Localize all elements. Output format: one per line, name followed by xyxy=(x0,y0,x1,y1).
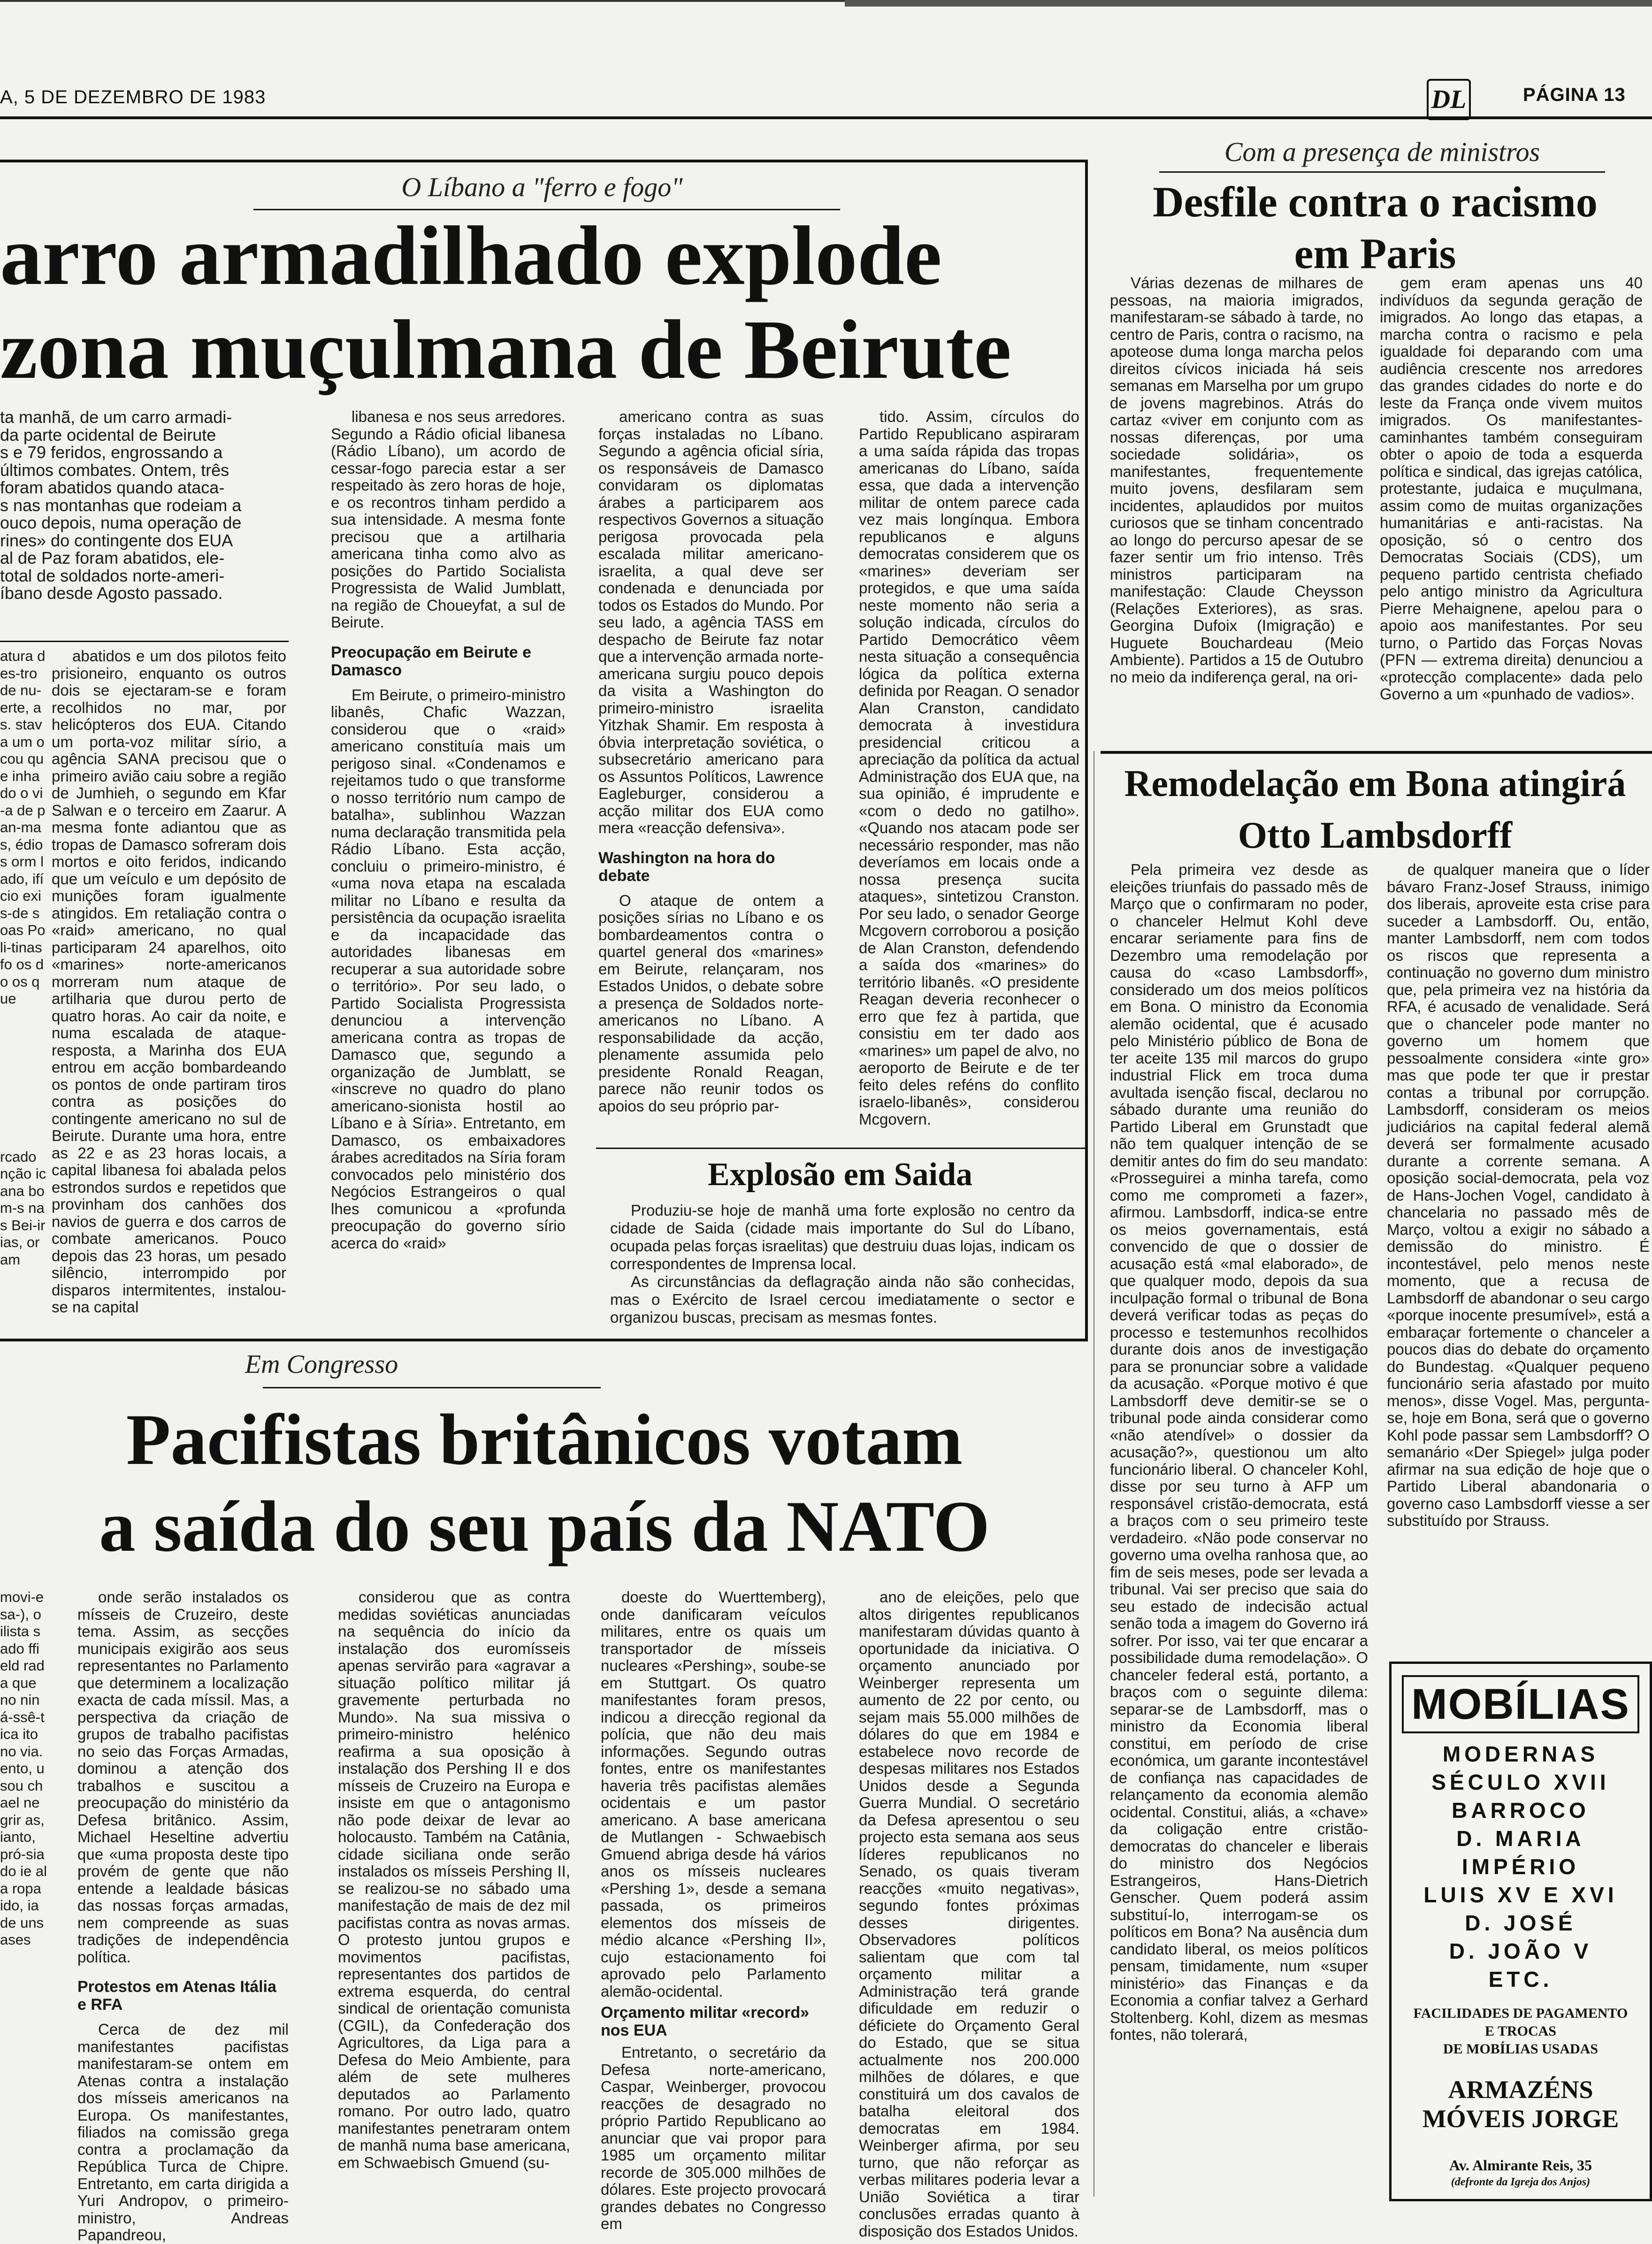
paris-kicker: Com a presença de ministros xyxy=(1224,137,1540,167)
bona-headline-1: Remodelação em Bona atingirá xyxy=(1124,763,1626,804)
lead-line: s e 79 feridos, engrossando a xyxy=(0,443,223,462)
subhead-washington: Washington na hora do debate xyxy=(598,849,775,885)
saida-rule xyxy=(596,1148,1086,1149)
libano-col4: americano contra as suas forças instaladas no Líbano. Segundo a agência oficial síria, os responsáveis de Damasco convidaram os diplomatas árabes a participarem aos respectivos Governos a situação perigosa provocada pela escalada militar americano-israelita, a qual deve ser condenada e denunciada por todos os Estados do Mundo. Por seu lado, a agência TASS em despacho de Beirute faz notar que a intervenção armada norte-americana surgiu pouco depois da visita a Washington do primeiro-ministro israelita Yitzhak Shamir. Em resposta à óbvia interpretação soviética, o subsecretário americano para os Assuntos Políticos, Lawrence Eagleburger, considerou a acção militar dos EUA como mera «reacção defensiva». Washington na hora do debate O ataque de ontem a posições sírias no Líbano e os bombardeamentos contra o quartel general dos «marines» em Beirute, relançaram, nos Estados Unidos, o debate sobre a presença de Soldados norte-americanos no Líbano. A responsabilidade da acção, plenamente assumida pelo presidente Ronald Reagan, parece não reunir todos os apoios do seu próprio par- xyxy=(598,408,824,1115)
top-edge-dark xyxy=(845,0,1652,7)
paris-kicker-underline xyxy=(1159,171,1605,173)
lead-line: ouco depois, numa operação de xyxy=(0,513,242,532)
nato-kicker: Em Congresso xyxy=(245,1350,398,1379)
libano-col1-fragments: atura des-tro de nu-erte, as. stava um ocou que inha do o vi-a de pan-mas, édios orm lado, ifício exis-de soas Poli-tinas fo os do os que rcado nção icana bom-s nas Bei-irias, oram xyxy=(0,648,46,1268)
libano-box-top xyxy=(0,160,1086,162)
subhead-orcamento: Orçamento militar «record» nos EUA xyxy=(601,2004,810,2039)
nato-headline-2: a saída do seu país da NATO xyxy=(99,1486,990,1567)
subhead-atenas: Protestos em Atenas Itália e RFA xyxy=(77,1978,276,2014)
lead-line: da parte ocidental de Beirute xyxy=(0,425,216,444)
header-rule xyxy=(0,116,1652,119)
paris-headline-2: em Paris xyxy=(1294,230,1456,277)
bona-rule xyxy=(1101,751,1652,754)
ad-title: MOBÍLIAS xyxy=(1402,1675,1639,1733)
lead-rule xyxy=(0,641,289,642)
ad-style-list: MODERNAS SÉCULO XVII BARROCO D. MARIA IMPÉRIO LUIS XV E XVI D. JOSÉ D. JOÃO V ETC. xyxy=(1423,1742,1618,1991)
issue-date: A, 5 DE DEZEMBRO DE 1983 xyxy=(0,87,266,107)
bona-col-a: Pela primeira vez desde as eleições triunfais do passado mês de Março que o confirmaram no poder, o chanceler Helmut Kohl deve encarar seriamente para fins de Dezembro uma remodelação por causa do «caso Lambsdorff», considerado um dos meios políticos em Bona. O ministro da Economia alemão ocidental, que é acusado pelo Ministério público de Bona de ter aceite 135 mil marcos do grupo industrial Flick em troca duma avultada isenção fiscal, declarou no sábado durante uma reunião do Partido Liberal em Grunstadt que não tem qualquer intenção de se demitir antes do fim do seu mandato: «Prosseguirei a minha tarefa, como como me comprometi a fazer», afirmou. Lambsdorff, indica-se entre os meios governamentais, está convencido de que o dossier de acusação está «mal elaborado», de que qualquer modo, depois da sua inculpação formal o tribunal de Bona deverá verificar todas as peças do processo e testemunhos recolhidos durante dois anos de investigação para se pronunciar sobre a validade da acusação. «Porque motivo é que Lambsdorff deve demitir-se se o tribunal pode ainda considerar como «não atendível» o dossier da acusação?», questionou um alto funcionário liberal. O chanceler Kohl, disse por seu turno à AFP um responsável cristão-democrata, está a braços com o seu primeiro teste verdadeiro. «Não pode conservar no governo uma ovelha ranhosa que, ao fim de seis meses, pode ser levada a tribunal. Vai ser preciso que saia do seu estado de indecisão actual senão toda a imagem do Governo irá sofrer. Por isso, vai ter que encarar a possibilidade duma remodelação». O chanceler federal está, portanto, a braços com o seguinte dilema: separar-se de Lambsdorff, mas o ministro da Economia liberal constitui, em período de crise económica, um garante incontestável de confiança nas capacidades de relançamento da economia alemão ocidental. Constitui, aliás, a «chave» da coligação entre cristão-democratas do chanceler e liberais do ministro dos Negócios Estrangeiros, Hans-Dietrich Genscher. Quem poderá assim substituí-lo, interrogam-se os políticos em Bona? Na ausência dum candidato liberal, os meios políticos pensam, timidamente, num «super ministério» das Finanças e da Economia a confiar talvez a Gerhard Stoltenberg. Kohl, dizem as mesmas fontes, não tolerará, xyxy=(1110,861,1368,2043)
bona-headline-2: Otto Lambsdorff xyxy=(1238,815,1513,856)
nato-headline-1: Pacifistas britânicos votam xyxy=(126,1399,963,1480)
lead-line: ta manhã, de um carro armadi- xyxy=(0,407,232,427)
page-number: PÁGINA 13 xyxy=(1523,84,1626,105)
nato-col5: ano de eleições, pelo que altos dirigentes republicanos manifestaram dúvidas quanto à oportunidade da iniciativa. O orçamento anunciado por Weinberger representa um aumento de 22 por cento, ou sejam mais 55.000 milhões de dólares do que em 1984 e estabelece novo recorde de despesas militares nos Estados Unidos desde a Segunda Guerra Mundial. O secretário da Defesa apresentou o seu projecto esta semana aos seus líderes republicanos no Senado, os quais tiveram reacções «muito negativas», segundo fontes próximas desses dirigentes. Observadores políticos salientam que com tal orçamento militar a Administração terá grande dificuldade em reduzir o déficiete do Orçamento Geral do Estado, que se situa actualmente nos 200.000 milhões de dólares, e que constituirá um dos cavalos de batalha eleitoral dos democratas em 1984. Weinberger afirma, por seu turno, que não reforçar as verbas militares poderia levar a União Soviética a tirar conclusões erradas quanto à disposição dos Estados Unidos. xyxy=(859,1588,1079,2240)
ad-facilities: FACILIDADES DE PAGAMENTO E TROCAS DE MOBÍLIAS USADAS xyxy=(1413,2006,1628,2057)
paris-headline-1: Desfile contra o racismo xyxy=(1153,178,1598,226)
lead-line: últimos combates. Ontem, três xyxy=(0,460,229,480)
libano-headline-1: arro armadilhado explode xyxy=(0,209,942,302)
lead-line: total de soldados norte-ameri- xyxy=(0,566,225,585)
libano-headline-2: zona muçulmana de Beirute xyxy=(0,303,1011,396)
paris-col-a: Várias dezenas de milhares de pessoas, na maioria imigrados, manifestaram-se sábado à tarde, no centro de Paris, contra o racismo, na apoteose duma longa marcha pelos direitos cívicos iniciada há seis semanas em Marselha por um grupo de jovens magrebinos. Atrás do cartaz «viver em conjunto com as nossas diferenças, por uma sociedade solidária», os manifestantes, frequentemente muito jovens, desfilaram sem incidentes, aplaudidos por muitos curiosos que se tinham concentrado ao longo do percurso apesar de se fazer sentir um frio intenso. Três ministros participaram na manifestação: Claude Cheysson (Relações Exteriores), as sras. Georgina Dufoix (Imigração) e Huguete Bouchardeau (Meio Ambiente). Partidos a 15 de Outubro no meio da indiferença geral, na ori- xyxy=(1110,274,1363,686)
masthead-logo xyxy=(1427,79,1471,120)
libano-col5: tido. Assim, círculos do Partido Republicano aspiraram a uma saída rápida das tropas americanas do Líbano, saída essa, que dada a intervenção militar de ontem parece cada vez mais longínqua. Embora republicanos e alguns democratas considerem que os «marines» deveriam ser protegidos, e que uma saída neste momento não seria a solução indicada, círculos do Partido Democrático vêem nesta situação a consequência lógica da política externa definida por Reagan. O senador Alan Cranston, candidato democrata à investidura presidencial criticou a apreciação da política da actual Administração dos EUA que, na sua opinião, é imprudente e «com o dedo no gatilho». «Quando nos atacam pode ser necessário responder, mas não deveríamos em locais onde a nossa presença sucita ataques», sintetizou Cranston. Por seu lado, o senador George Mcgovern corroborou a posição de Alan Cranston, defendendo a saída dos «marines» do território libanês. «O presidente Reagan deveria reconhecer o erro que fez à partida, que consistiu em ter dado aos «marines» um papel de alvo, no aeroporto de Beirute e de ter feito deles reféns do conflito israelo-libanês», considerou Mcgovern. xyxy=(859,408,1079,1128)
saida-body: Produziu-se hoje de manhã uma forte explosão no centro da cidade de Saida (cidade mais importante do Sul do Líbano, ocupada pelas forças israelitas) que destruiu duas lojas, indicam os correspondentes de Imprensa local. As circunstâncias da deflagração ainda não são conhecidas, mas o Exército de Israel cercou imediatamente o sector e organizou buscas, precisam as mesmas fontes. xyxy=(610,1202,1075,1326)
libano-lead xyxy=(0,408,289,605)
subhead-beirute-damasco: Preocupação em Beirute e Damasco xyxy=(331,643,532,679)
libano-box-bottom xyxy=(0,1339,1088,1341)
nato-col3: considerou que as contra medidas soviéticas anunciadas na sequência do início da instalação dos euromísseis apenas servirão para «agravar a situação político militar já gravemente perturbada no Mundo». Na sua missiva o primeiro-ministro helénico reafirma a sua oposição à instalação dos Pershing II e dos mísseis de Cruzeiro na Europa e insiste em que o antagonismo não pode deixar de levar ao holocausto. Também na Catânia, cidade siciliana onde serão instalados os mísseis Pershing II, se realizou-se no sábado uma manifestação de mais de dez mil pacifistas contra as novas armas. O protesto juntou grupos e movimentos pacifistas, representantes dos partidos de extrema esquerda, do central sindical de orientação comunista (CGIL), da Confederação dos Agricultores, da Liga para a Defesa do Meio Ambiente, para além de sete mulheres deputados ao Parlamento romano. Por outro lado, quatro manifestantes penetraram ontem de manhã numa base americana, em Schwaebisch Gmuend (su- xyxy=(338,1588,570,2171)
logo-letter: DL xyxy=(1431,85,1467,114)
lead-line: rines» do contingente dos EUA xyxy=(0,530,233,550)
libano-kicker: O Líbano a "ferro e fogo" xyxy=(401,172,683,202)
mobilias-ad[interactable] xyxy=(1389,1662,1652,2201)
ad-address: Av. Almirante Reis, 35 xyxy=(1449,2157,1592,2174)
saida-headline: Explosão em Saida xyxy=(708,1156,972,1193)
lead-line: s nas montanhas que rodeiam a xyxy=(0,495,242,515)
lead-line: al de Paz foram abatidos, ele- xyxy=(0,548,225,567)
ad-store-name: ARMAZÉNS MÓVEIS JORGE xyxy=(1422,2076,1619,2133)
nato-col1-fragments: movi-esa-), o ilista sado ffield rada que no niná-ssê-tica ito no via. ento, usou chael negrir as, ianto, pró-siado ie ala ropa ido, ia de uns ases xyxy=(0,1589,47,1948)
nato-col2: onde serão instalados os mísseis de Cruzeiro, deste tema. Assim, as secções municipais exigirão aos seus representantes no Parlamento que determinem a localização exacta de cada míssil. Mas, a perspectiva da criação de grupos de trabalho pacifistas no seio das Forças Armadas, dominou a atenção dos trabalhos e suscitou a preocupação do ministério da Defesa britânico. Assim, Michael Heseltine advertiu que «uma proposta deste tipo provém de gente que não entende a lealdade básicas das nossas forças armadas, nem compreende as suas tradições de independência política. Protestos em Atenas Itália e RFA Cerca de dez mil manifestantes pacifistas manifestaram-se ontem em Atenas contra a instalação dos mísseis americanos na Europa. Os manifestantes, filiados na comissão grega contra a proclamação da República Turca de Chipre. Entretanto, em carta dirigida a Yuri Andropov, o primeiro-ministro, Andreas Papandreou, xyxy=(77,1588,289,2244)
nato-col4: doeste do Wuerttemberg), onde danificaram veículos militares, entre os quais um transportador de mísseis nucleares «Pershing», soube-se em Stuttgart. Os quatro manifestantes foram presos, indicou a direcção regional da polícia, que não deu mais informações. Segundo outras fontes, entre os manifestantes haveria três pacifistas alemães ocidentais e um pastor americano. A base americana de Mutlangen - Schwaebisch Gmuend abriga desde há vários anos os mísseis nucleares «Pershing 1», desde a semana passada, os primeiros elementos dos mísseis de médio alcance «Pershing II», cujo estacionamento foi aprovado pelo Parlamento alemão-ocidental. Orçamento militar «record» nos EUA Entretanto, o secretário da Defesa norte-americano, Caspar, Weinberger, provocou reacções de desagrado no próprio Partido Republicano ao anunciar que vai propor para 1985 um orçamento militar recorde de 305.000 milhões de dólares. Este projecto provocará grandes debates no Congresso em xyxy=(601,1588,826,2232)
libano-col2: abatidos e um dos pilotos feito prisioneiro, enquanto os outros dois se ejectaram-se e foram recolhidos no mar, por helicópteros dos EUA. Citando um porta-voz militar sírio, a agência SANA precisou que o primeiro avião caiu sobre a região de Jumhieh, o segundo em Kfar Salwan e o terceiro em Zaarur. A mesma fonte adiantou que as tropas de Damasco sofreram dois mortos e oito feridos, indicando que um veículo e um depósito de munições foram igualmente atingidos. Em retaliação contra o «raid» americano, no qual participaram 24 aparelhos, oito «marines» norte-americanos morreram num ataque de artilharia que durou perto de quatro horas. Ao cair da noite, e numa escalada de ataque-resposta, a Marinha dos EUA entrou em acção bombardeando os pontos de onde partiram tiros contra as posições do contingente americano no sul de Beirute. Durante uma hora, entre as 22 e as 23 horas locais, a capital libanesa foi abalada pelos estrondos surdos e repetidos que provinham dos canhões dos navios de guerra e dos carros de combate americanos. Pouco depois das 23 horas, um pesado silêncio, interrompido por disparos intermitentes, instalou-se na capital xyxy=(52,647,286,1316)
lead-line: íbano desde Agosto passado. xyxy=(0,583,223,603)
lead-line: foram abatidos quando ataca- xyxy=(0,478,225,497)
libano-col3: libanesa e nos seus arredores. Segundo a Rádio oficial libanesa (Rádio Líbano), um acordo de cessar-fogo parecia estar a ser respeitado às zero horas de hoje, e os recontros tinham perdido a sua intensidade. A mesma fonte precisou que a artilharia americana tinha como alvo as posições do Partido Socialista Progressista de Walid Jumblatt, na região de Choueyfat, a sul de Beirute. Preocupação em Beirute e Damasco Em Beirute, o primeiro-ministro libanês, Chafic Wazzan, considerou que o «raid» americano constituía mais um perigoso sinal. «Condenamos e rejeitamos tudo o que transforme o nosso território num campo de batalha», sublinhou Wazzan numa declaração transmitida pela Rádio Líbano. Esta acção, concluiu o primeiro-ministro, é «uma nova etapa na escalada militar no Líbano e resulta da persistência da ocupação israelita e da incapacidade das autoridades libanesas em recuperar a sua autoridade sobre o território». Por seu lado, o Partido Socialista Progressista denunciou a intervenção americana contra as tropas de Damasco que, segundo a organização de Jumblatt, se «inscreve no quadro do plano americano-sionista hostil ao Líbano e à Síria». Entretanto, em Damasco, os embaixadores árabes acreditados na Síria foram convocados pelo ministério dos Negócios Estrangeiros o qual lhes comunicou a «profunda preocupação do governo sírio acerca do «raid» xyxy=(331,408,566,1252)
ad-address-note: (defronte da Igreja dos Anjos) xyxy=(1451,2176,1591,2188)
nato-kicker-underline xyxy=(263,1387,601,1388)
paris-col-b: gem eram apenas uns 40 indivíduos da segunda geração de imigrados. Ao longo das etapas, a marcha contra o racismo e pela igualdade foi deparando com uma audiência crescente nos arredores das grandes cidades do norte e do leste da França onde vivem muitos imigrados. Os manifestantes-caminhantes também conseguiram obter o apoio de toda a esquerda política e sindical, das igrejas católica, protestante, judaica e muçulmana, assim como de muitas organizações humanitárias e anti-racistas. Na oposição, só o centro dos Democratas Sociais (CDS), um pequeno partido centrista chefiado pelo antigo ministro da Agricultura Pierre Mehaignene, apelou para o apoio aos manifestantes. Por seu turno, o Partido das Forças Novas (PFN — extrema direita) denunciou a «protecção complacente» dada pelo Governo a um «punhado de vadios». xyxy=(1380,274,1643,703)
bona-col-b: de qualquer maneira que o líder bávaro Franz-Josef Strauss, inimigo dos liberais, aproveite esta crise para suceder a Lambsdorff. Ou, então, manter Lambsdorff, nem com todos os riscos que representa a continuação no governo dum ministro que, pela primeira vez na história da RFA, é acusado de venalidade. Será que o chanceler pode manter no governo um homem que pessoalmente considera «inte gro» mas que pode ter que ir prestar contas a tribunal por corrupção. Lambsdorff, consideram os meios judiciários na capital federal alemã deverá ser formalmente acusado durante a corrente semana. A oposição social-democrata, pela voz de Hans-Jochen Vogel, candidato à chancelaria no passado mês de Março, voltou a exigir no sábado a demissão do ministro. É incontestável, pelo menos neste momento, que a recusa de Lambsdorff de abandonar o seu cargo «porque inocente presumível», está a embaraçar fortemente o chanceler a poucos dias do debate do orçamento do Bundestag. «Qualquer pequeno funcionário seria afastado por muito menos», disse Vogel. Mas, pergunta-se, hoje em Bona, será que o governo Kohl pode passar sem Lambsdorff? O semanário «Der Spiegel» julga poder afirmar na sua edição de hoje que o Partido Liberal abandonaria o governo caso Lambsdorff viesse a ser substituído por Strauss. xyxy=(1387,861,1650,1529)
